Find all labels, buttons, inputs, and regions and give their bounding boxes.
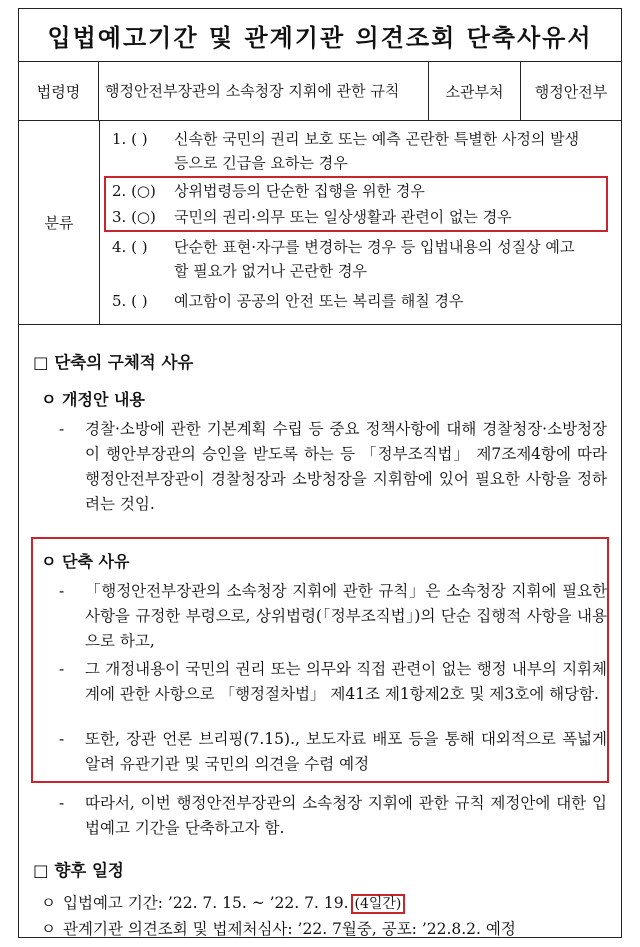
schedule-heading: □ 향후 일정 <box>33 861 124 880</box>
amendment-heading: ㅇ 개정안 내용 <box>41 390 145 409</box>
document <box>18 8 622 938</box>
law-row <box>19 62 621 121</box>
specific-reasons-heading: □ 단축의 구체적 사유 <box>33 353 194 372</box>
bullet-circle: ㅇ <box>41 894 56 912</box>
law-label: 법령명 <box>19 62 99 120</box>
classification-item: 3. (○) 국민의 권리·의무 또는 일상생활과 관련이 없는 경우 <box>112 208 512 226</box>
bullet-circle: ㅇ <box>41 920 56 938</box>
classification-row <box>19 121 621 325</box>
reason-paragraph: - 「행정안전부장관의 소속청장 지휘에 관한 규칙」은 소속청장 지휘에 필요한 사항을 규정한 부령으로, 상위법령(「정부조직법」)의 단순 집행적 사항을 내용으로 하고, <box>59 579 607 654</box>
bullet-dash: - <box>59 730 65 748</box>
schedule-item: ㅇ 입법예고 기간: ’22. 7. 15. ~ ’22. 7. 19. (4일간) <box>41 891 611 913</box>
dept-value: 행정안전부 <box>534 82 608 101</box>
bullet-dash: - <box>59 660 65 678</box>
reason-paragraph: - 따라서, 이번 행정안전부장관의 소속청장 지휘에 관한 규칙 제정안에 대한 입법예고 기간을 단축하고자 함. <box>59 791 607 841</box>
bullet-dash: - <box>59 420 65 438</box>
classification-item: 2. (○) 상위법령등의 단순한 집행을 위한 경우 <box>112 182 425 200</box>
document-title: 입법예고기간 및 관계기관 의견조회 단축사유서 <box>19 9 621 62</box>
classification-item: 4. ( ) 단순한 표현·자구를 변경하는 경우 등 입법내용의 성질상 예고할 필요가 없거나 곤란한 경우 <box>112 238 575 280</box>
schedule-item: ㅇ 관계기관 의견조회 및 법제처심사: ’22. 7월중, 공포: ’22.8.2. 예정 <box>41 917 611 939</box>
classification-label: 분류 <box>19 121 100 324</box>
reasons-heading: ㅇ 단축 사유 <box>41 552 130 571</box>
amendment-paragraph: - 경찰·소방에 관한 기본계획 수립 등 중요 정책사항에 대해 경찰청장·소방청장이 행안부장관의 승인을 받도록 하는 등 「정부조직법」 제7조제4항에 따라 행정안전부장관이 경찰청장과 소방청장을 지휘함에 있어 필요한 사항을 정하려는 것임. <box>59 417 607 517</box>
bullet-dash: - <box>59 794 65 812</box>
duration-highlight: (4일간) <box>351 894 406 914</box>
dept-label: 소관부처 <box>429 62 521 120</box>
law-name: 행정안전부장관의 소속청장 지휘에 관한 규칙 <box>99 62 429 120</box>
reason-paragraph: - 또한, 장관 언론 브리핑(7.15)., 보도자료 배포 등을 통해 대외적으로 폭넓게 알려 유관기관 및 국민의 의견을 수렴 예정 <box>59 727 607 777</box>
classification-list <box>100 121 621 324</box>
bullet-dash: - <box>59 582 65 600</box>
classification-item: 5. ( ) 예고함이 공공의 안전 또는 복리를 해칠 경우 <box>112 292 464 310</box>
reason-paragraph: - 그 개정내용이 국민의 권리 또는 의무와 직접 관련이 없는 행정 내부의 지휘체계에 관한 사항으로 「행정절차법」 제41조 제1항제2호 및 제3호에 해당함. <box>59 657 607 707</box>
classification-item: 1. ( ) 신속한 국민의 권리 보호 또는 예측 곤란한 특별한 사정의 발생 등으로 긴급을 요하는 경우 <box>112 130 580 172</box>
